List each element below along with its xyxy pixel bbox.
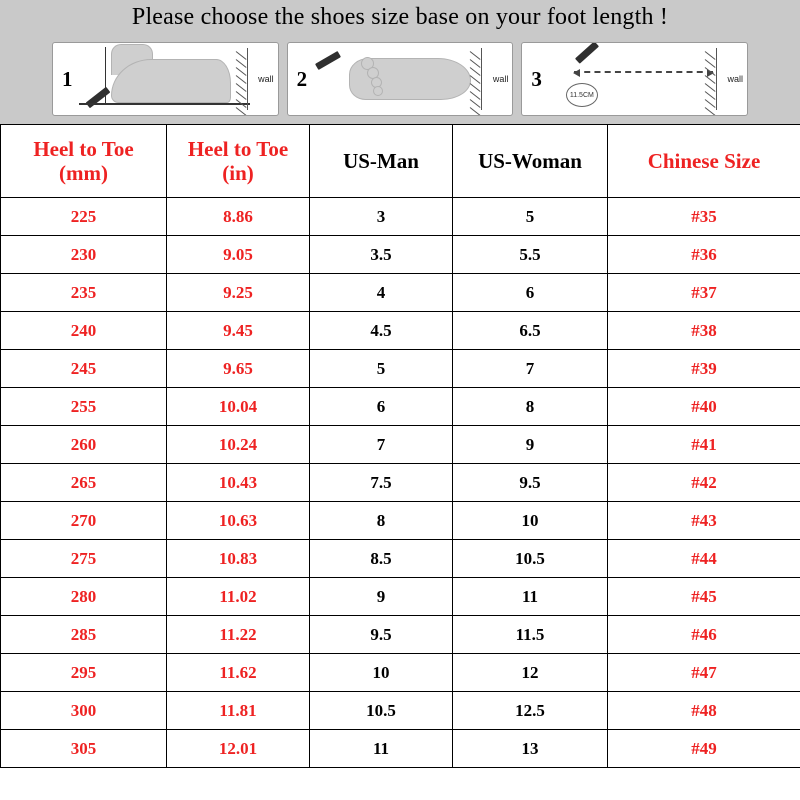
- table-row: [1, 388, 800, 426]
- ground-line-icon: [79, 103, 250, 105]
- wall-hatch-icon: [470, 49, 482, 109]
- wall-hatch-icon: [705, 49, 717, 109]
- cell-heel-to-toe-in: 9.25: [167, 274, 310, 312]
- cell-heel-to-toe-in: 10.04: [167, 388, 310, 426]
- step-1-wall-label: wall: [258, 74, 274, 84]
- column-header-heel-to-toe-mm: [1, 125, 167, 198]
- cell-us-woman: 12.5: [453, 692, 608, 730]
- column-header-heel-to-toe-in: [167, 125, 310, 198]
- cell-chinese-size: #41: [608, 426, 800, 464]
- cell-us-woman: 8: [453, 388, 608, 426]
- foot-side-view-icon: [111, 59, 231, 103]
- size-table: [0, 124, 800, 768]
- cell-us-man: 9.5: [310, 616, 453, 654]
- column-header-chinese-size: Chinese Size: [608, 125, 800, 198]
- table-row: [1, 464, 800, 502]
- column-header-line1: Heel to Toe: [187, 136, 289, 161]
- table-row: [1, 730, 800, 768]
- cell-us-man: 5: [310, 350, 453, 388]
- wall-hatch-icon: [236, 49, 248, 109]
- cell-heel-to-toe-mm: 225: [1, 198, 167, 236]
- cell-chinese-size: #36: [608, 236, 800, 274]
- table-row: [1, 578, 800, 616]
- column-header-us-man: US-Man: [310, 125, 453, 198]
- cell-heel-to-toe-mm: 275: [1, 540, 167, 578]
- cell-us-man: 6: [310, 388, 453, 426]
- cell-heel-to-toe-in: 10.83: [167, 540, 310, 578]
- cell-us-man: 7.5: [310, 464, 453, 502]
- cell-heel-to-toe-in: 9.65: [167, 350, 310, 388]
- measure-line-icon: [574, 71, 713, 73]
- table-row: [1, 312, 800, 350]
- cell-us-man: 3: [310, 198, 453, 236]
- cell-heel-to-toe-in: 12.01: [167, 730, 310, 768]
- cell-heel-to-toe-mm: 270: [1, 502, 167, 540]
- cell-us-man: 4.5: [310, 312, 453, 350]
- cell-chinese-size: #45: [608, 578, 800, 616]
- instruction-strip: [0, 34, 800, 124]
- cell-us-woman: 6: [453, 274, 608, 312]
- cell-heel-to-toe-in: 10.43: [167, 464, 310, 502]
- cell-us-woman: 12: [453, 654, 608, 692]
- cell-heel-to-toe-mm: 245: [1, 350, 167, 388]
- cell-heel-to-toe-in: 11.81: [167, 692, 310, 730]
- cell-heel-to-toe-mm: 240: [1, 312, 167, 350]
- cell-heel-to-toe-in: 10.63: [167, 502, 310, 540]
- table-row: [1, 426, 800, 464]
- step-2-illustration: [309, 43, 512, 115]
- cell-chinese-size: #42: [608, 464, 800, 502]
- size-table-head: [1, 125, 800, 198]
- cell-heel-to-toe-mm: 295: [1, 654, 167, 692]
- cell-heel-to-toe-mm: 285: [1, 616, 167, 654]
- measurement-callout: 11.5CM: [566, 83, 598, 107]
- cell-us-man: 10.5: [310, 692, 453, 730]
- cell-chinese-size: #35: [608, 198, 800, 236]
- page-header: [0, 0, 800, 34]
- cell-us-man: 8.5: [310, 540, 453, 578]
- cell-chinese-size: #46: [608, 616, 800, 654]
- table-header-row: [1, 125, 800, 198]
- instruction-step-1: [52, 42, 279, 116]
- cell-us-woman: 6.5: [453, 312, 608, 350]
- cell-us-man: 11: [310, 730, 453, 768]
- table-row: [1, 616, 800, 654]
- cell-us-man: 4: [310, 274, 453, 312]
- page-title: Please choose the shoes size base on your foot length !: [131, 3, 669, 30]
- column-header-line2: (mm): [59, 161, 108, 185]
- cell-heel-to-toe-mm: 280: [1, 578, 167, 616]
- cell-us-woman: 9: [453, 426, 608, 464]
- cell-chinese-size: #37: [608, 274, 800, 312]
- cell-us-woman: 11: [453, 578, 608, 616]
- cell-us-woman: 10.5: [453, 540, 608, 578]
- instruction-step-2: [287, 42, 514, 116]
- size-table-body: [1, 198, 800, 768]
- cell-us-man: 7: [310, 426, 453, 464]
- cell-us-man: 9: [310, 578, 453, 616]
- cell-us-woman: 5.5: [453, 236, 608, 274]
- cell-heel-to-toe-in: 11.02: [167, 578, 310, 616]
- table-row: [1, 198, 800, 236]
- cell-heel-to-toe-mm: 235: [1, 274, 167, 312]
- pencil-icon: [575, 42, 599, 64]
- cell-heel-to-toe-in: 11.22: [167, 616, 310, 654]
- cell-us-man: 10: [310, 654, 453, 692]
- instruction-step-3: [521, 42, 748, 116]
- cell-heel-to-toe-in: 8.86: [167, 198, 310, 236]
- cell-us-woman: 7: [453, 350, 608, 388]
- cell-chinese-size: #48: [608, 692, 800, 730]
- column-header-line1: Heel to Toe: [33, 136, 134, 161]
- column-header-line2: (in): [222, 161, 254, 185]
- column-header-us-woman: US-Woman: [453, 125, 608, 198]
- arrow-left-icon: [573, 69, 580, 77]
- cell-chinese-size: #40: [608, 388, 800, 426]
- cell-us-man: 3.5: [310, 236, 453, 274]
- table-row: [1, 274, 800, 312]
- cell-chinese-size: #39: [608, 350, 800, 388]
- cell-us-woman: 13: [453, 730, 608, 768]
- cell-heel-to-toe-mm: 260: [1, 426, 167, 464]
- cell-chinese-size: #44: [608, 540, 800, 578]
- cell-heel-to-toe-mm: 305: [1, 730, 167, 768]
- table-row: [1, 692, 800, 730]
- step-1-number: 1: [62, 66, 73, 91]
- cell-chinese-size: #49: [608, 730, 800, 768]
- step-1-illustration: [75, 43, 278, 115]
- table-row: [1, 350, 800, 388]
- cell-heel-to-toe-mm: 300: [1, 692, 167, 730]
- step-2-wall-label: wall: [492, 74, 509, 84]
- cell-us-woman: 10: [453, 502, 608, 540]
- pencil-icon: [85, 87, 110, 109]
- cell-us-woman: 11.5: [453, 616, 608, 654]
- cell-heel-to-toe-mm: 265: [1, 464, 167, 502]
- step-3-wall-label: wall: [727, 74, 744, 84]
- cell-heel-to-toe-in: 9.45: [167, 312, 310, 350]
- table-row: [1, 654, 800, 692]
- cell-heel-to-toe-in: 10.24: [167, 426, 310, 464]
- table-row: [1, 502, 800, 540]
- cell-us-woman: 5: [453, 198, 608, 236]
- cell-heel-to-toe-in: 11.62: [167, 654, 310, 692]
- pencil-icon: [315, 51, 341, 70]
- cell-heel-to-toe-in: 9.05: [167, 236, 310, 274]
- size-table-container: [0, 124, 800, 800]
- step-2-number: 2: [296, 66, 308, 91]
- step-3-illustration: [544, 43, 747, 115]
- cell-chinese-size: #43: [608, 502, 800, 540]
- table-row: [1, 236, 800, 274]
- cell-chinese-size: #47: [608, 654, 800, 692]
- cell-heel-to-toe-mm: 255: [1, 388, 167, 426]
- cell-chinese-size: #38: [608, 312, 800, 350]
- cell-us-man: 8: [310, 502, 453, 540]
- table-row: [1, 540, 800, 578]
- step-3-number: 3: [531, 66, 542, 91]
- cell-us-woman: 9.5: [453, 464, 608, 502]
- cell-heel-to-toe-mm: 230: [1, 236, 167, 274]
